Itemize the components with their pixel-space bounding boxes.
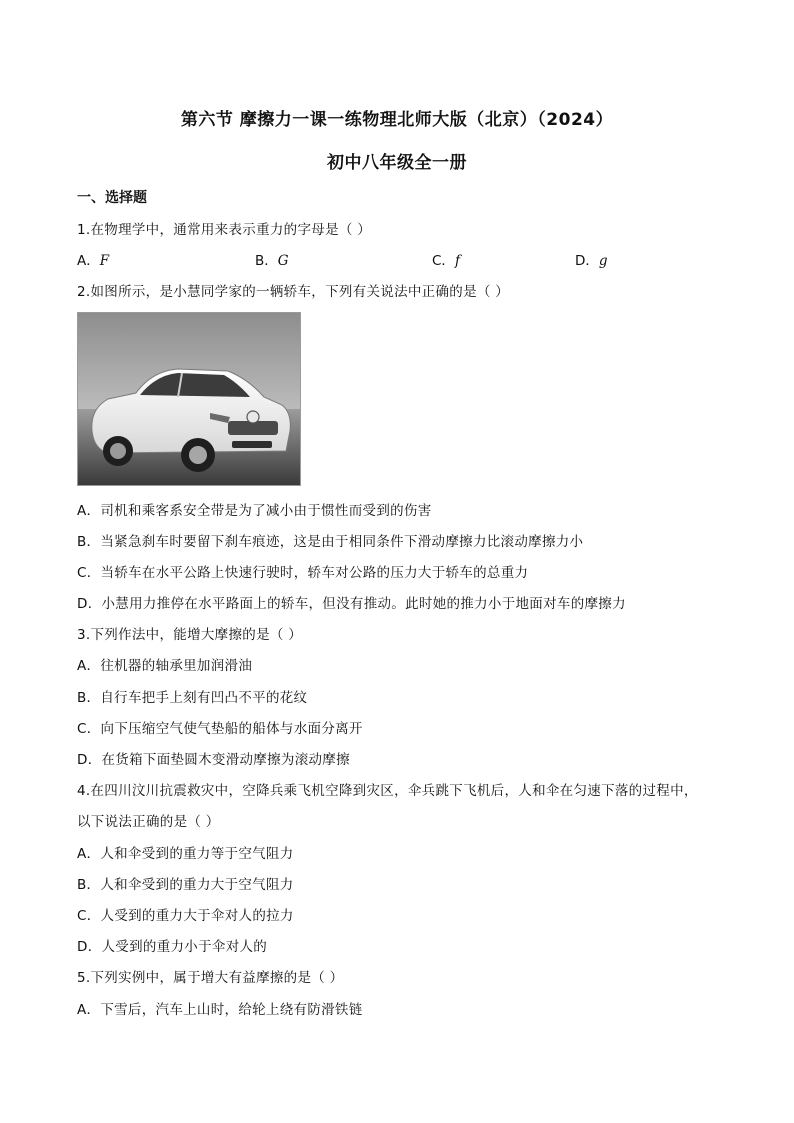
- question-1-stem: 1.在物理学中，通常用来表示重力的字母是（ ）: [77, 222, 372, 238]
- q3-option-a: A．往机器的轴承里加润滑油: [77, 658, 253, 674]
- question-1-options: [77, 249, 737, 269]
- q4-option-b: B．人和伞受到的重力大于空气阻力: [77, 877, 294, 893]
- q3-option-b: B．自行车把手上刻有凹凸不平的花纹: [77, 690, 308, 706]
- car-photo: [77, 312, 301, 486]
- question-5-stem: 5.下列实例中，属于增大有益摩擦的是（ ）: [77, 970, 344, 986]
- q2-option-a: A．司机和乘客系安全带是为了减小由于惯性而受到的伤害: [77, 503, 432, 519]
- q1-option-a: A．F: [77, 253, 110, 269]
- q2-option-c: C．当轿车在水平公路上快速行驶时，轿车对公路的压力大于轿车的总重力: [77, 565, 529, 581]
- document-title: 第六节 摩擦力一课一练物理北师大版（北京）（2024）: [180, 110, 614, 130]
- q1-option-b: B．G: [255, 253, 289, 269]
- q4-option-a: A．人和伞受到的重力等于空气阻力: [77, 846, 294, 862]
- q1-option-c: C．f: [432, 253, 460, 269]
- q2-option-d: D．小慧用力推停在水平路面上的轿车，但没有推动。此时她的推力小于地面对车的摩擦力: [77, 596, 626, 612]
- q5-option-a: A．下雪后，汽车上山时，给轮上绕有防滑铁链: [77, 1002, 363, 1018]
- question-4-stem-line-1: 4.在四川汶川抗震救灾中，空降兵乘飞机空降到灾区，伞兵跳下飞机后，人和伞在匀速下落的过程中，: [77, 783, 698, 799]
- section-heading: 一、选择题: [77, 190, 147, 206]
- q4-option-c: C．人受到的重力大于伞对人的拉力: [77, 908, 294, 924]
- q2-option-b: B．当紧急刹车时要留下刹车痕迹，这是由于相同条件下滑动摩擦力比滚动摩擦力小: [77, 534, 584, 550]
- q4-option-d: D．人受到的重力小于伞对人的: [77, 939, 268, 955]
- q3-option-d: D．在货箱下面垫圆木变滑动摩擦为滚动摩擦: [77, 752, 350, 768]
- q3-option-c: C．向下压缩空气使气垫船的船体与水面分离开: [77, 721, 363, 737]
- q1-option-d: D．g: [575, 253, 608, 269]
- document-subtitle: 初中八年级全一册: [327, 153, 467, 173]
- question-2-stem: 2.如图所示，是小慧同学家的一辆轿车，下列有关说法中正确的是（ ）: [77, 284, 510, 300]
- question-4-stem-line-2: 以下说法正确的是（ ）: [77, 814, 220, 830]
- question-3-stem: 3.下列作法中，能增大摩擦的是（ ）: [77, 627, 303, 643]
